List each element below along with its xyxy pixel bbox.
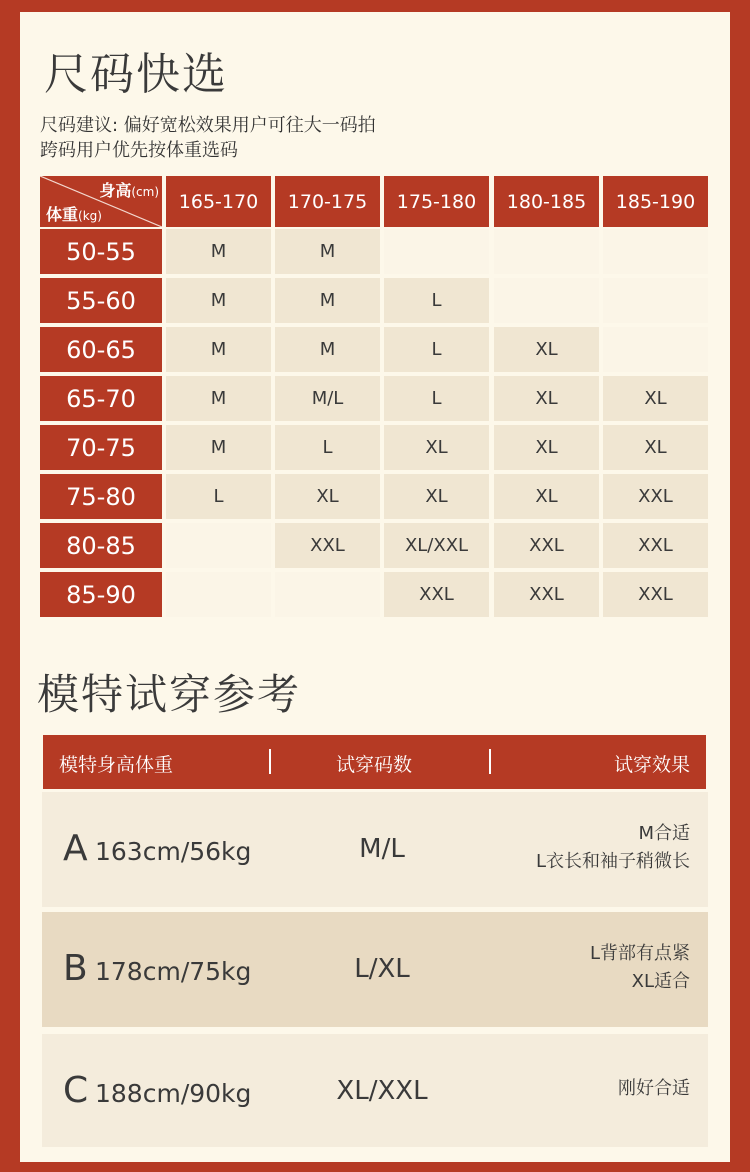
weight-header: 60-65 (40, 327, 162, 372)
size-cell: XXL (603, 572, 708, 617)
weight-header: 80-85 (40, 523, 162, 568)
size-guide-card (20, 12, 730, 1162)
height-header: 170-175 (275, 176, 380, 227)
model-letter: C (63, 1070, 89, 1111)
size-cell: L (384, 327, 489, 372)
size-cell: M (166, 376, 271, 421)
size-cell: M (166, 229, 271, 274)
advice-line-2: 跨码用户优先按体重选码 (40, 140, 238, 161)
size-cell (166, 523, 271, 568)
corner-height-label: 身高(cm) (99, 181, 159, 200)
model-result (618, 1075, 690, 1103)
model-row (42, 1034, 708, 1147)
size-advice (40, 113, 376, 163)
size-cell: M (166, 327, 271, 372)
advice-line-1: 尺码建议: 偏好宽松效果用户可往大一码拍 (40, 115, 376, 136)
model-size: M/L (359, 834, 405, 864)
size-cell: XL (494, 376, 599, 421)
height-header: 175-180 (384, 176, 489, 227)
header-divider (489, 749, 491, 774)
model-result-line: L背部有点紧 (589, 943, 690, 964)
model-stats: 188cm/90kg (95, 1079, 252, 1108)
size-cell: XXL (603, 523, 708, 568)
model-row (42, 912, 708, 1027)
size-cell: M (275, 327, 380, 372)
size-cell (603, 229, 708, 274)
size-cell: XXL (603, 474, 708, 519)
model-size: XL/XXL (336, 1076, 428, 1106)
size-cell: XL (384, 425, 489, 470)
header-divider (269, 749, 271, 774)
size-cell: XL (494, 425, 599, 470)
height-header: 165-170 (166, 176, 271, 227)
size-cell: L (166, 474, 271, 519)
weight-header: 85-90 (40, 572, 162, 617)
size-cell: XL (603, 425, 708, 470)
weight-header: 75-80 (40, 474, 162, 519)
model-section-title: 模特试穿参考 (37, 670, 302, 719)
size-cell: XL (603, 376, 708, 421)
weight-header: 55-60 (40, 278, 162, 323)
size-cell (166, 572, 271, 617)
model-stats: 178cm/75kg (95, 957, 252, 986)
model-result-line: L衣长和袖子稍微长 (535, 851, 690, 872)
model-result (536, 820, 690, 876)
size-cell: XL (384, 474, 489, 519)
model-stats: 163cm/56kg (95, 837, 252, 866)
size-cell: XXL (384, 572, 489, 617)
size-cell: XL (494, 474, 599, 519)
size-cell: XL (494, 327, 599, 372)
model-result-line: XL适合 (631, 971, 690, 992)
height-header: 180-185 (494, 176, 599, 227)
size-cell (275, 572, 380, 617)
model-row (42, 792, 708, 907)
size-cell (494, 278, 599, 323)
model-result (590, 940, 690, 996)
size-cell: L (384, 376, 489, 421)
size-section-title: 尺码快选 (44, 49, 228, 100)
size-cell: XL/XXL (384, 523, 489, 568)
size-cell (384, 229, 489, 274)
model-result-line: M合适 (638, 823, 690, 844)
size-cell: L (275, 425, 380, 470)
weight-header: 50-55 (40, 229, 162, 274)
height-header: 185-190 (603, 176, 708, 227)
weight-header: 70-75 (40, 425, 162, 470)
size-cell: M (275, 278, 380, 323)
size-cell: M (166, 278, 271, 323)
size-cell: M (275, 229, 380, 274)
model-size: L/XL (354, 954, 410, 984)
model-result-line: 刚好合适 (618, 1078, 690, 1099)
size-cell (603, 327, 708, 372)
size-cell: L (384, 278, 489, 323)
size-cell: M (166, 425, 271, 470)
header-trial-size: 试穿码数 (336, 754, 413, 776)
size-cell: XL (275, 474, 380, 519)
header-trial-result: 试穿效果 (613, 754, 690, 776)
size-cell: XXL (275, 523, 380, 568)
weight-header: 65-70 (40, 376, 162, 421)
model-letter: A (63, 828, 88, 869)
size-cell: XXL (494, 523, 599, 568)
size-cell (603, 278, 708, 323)
size-cell: M/L (275, 376, 380, 421)
model-table-header (43, 735, 706, 789)
header-model-stats: 模特身高体重 (59, 754, 174, 776)
size-cell (494, 229, 599, 274)
size-cell: XXL (494, 572, 599, 617)
model-letter: B (63, 948, 88, 989)
corner-weight-label: 体重(kg) (46, 205, 102, 224)
table-corner-cell (40, 176, 162, 227)
